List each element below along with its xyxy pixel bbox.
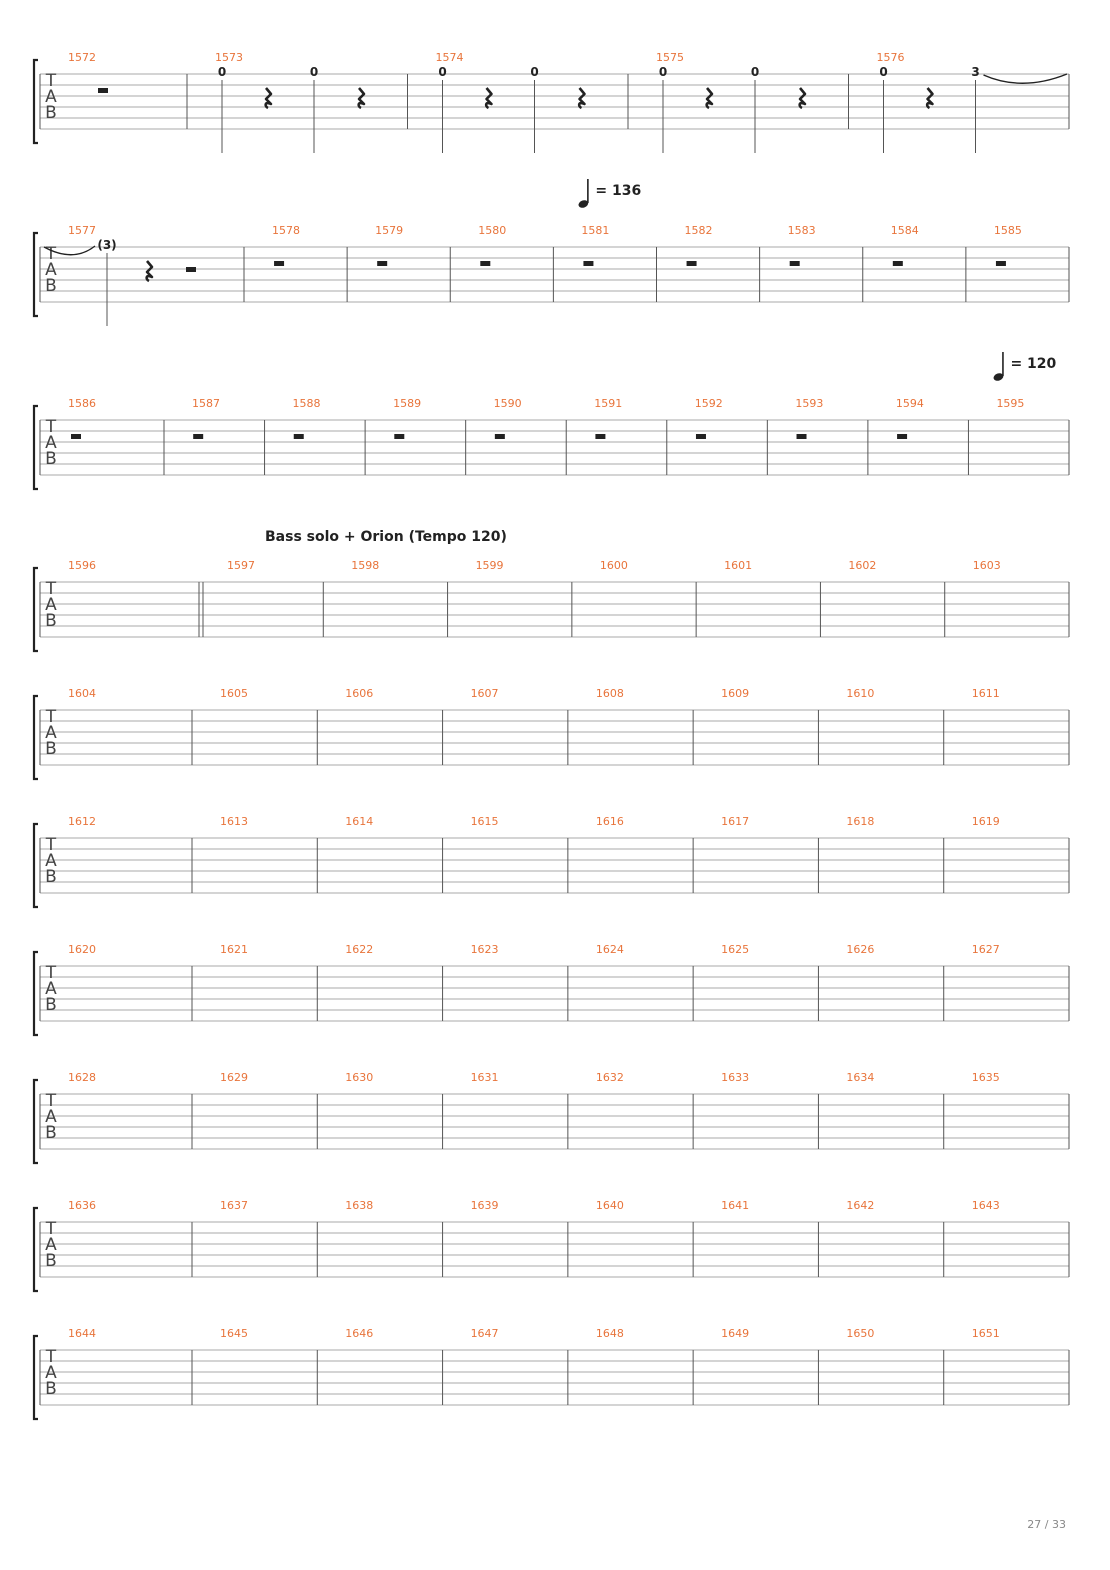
tab-clef-letter: T: [45, 1347, 57, 1367]
half-rest: [595, 434, 605, 439]
measure-number: 1576: [876, 51, 905, 64]
system-bracket: [34, 233, 38, 316]
measure-number: 1573: [215, 51, 243, 64]
tab-system: [34, 1199, 1069, 1291]
measure: [846, 1327, 943, 1405]
measure: [596, 1327, 693, 1405]
measure: [996, 397, 1024, 410]
measure: [220, 1071, 317, 1149]
measure: [220, 943, 317, 1021]
measure: [596, 687, 693, 765]
quarter-rest: [486, 88, 491, 108]
tab-note: [971, 65, 1067, 153]
tab-clef-letter: B: [45, 1123, 57, 1143]
measure-number: 1579: [375, 224, 404, 237]
measure: [972, 943, 1000, 956]
half-rest: [696, 434, 706, 439]
measure-number: 1587: [192, 397, 220, 410]
system-bracket: [34, 1080, 38, 1163]
half-rest: [897, 434, 907, 439]
measure: [68, 687, 192, 765]
measure: [68, 1327, 192, 1405]
half-rest: [394, 434, 404, 439]
measure: [846, 1199, 943, 1277]
measure-number: 1646: [345, 1327, 374, 1340]
measure-number: 1578: [272, 224, 300, 237]
measure: [721, 815, 818, 893]
tab-clef-letter: A: [45, 595, 57, 615]
measure: [972, 687, 1000, 700]
measure: [471, 815, 568, 893]
measure-number: 1639: [470, 1199, 499, 1212]
measure-number: 1608: [595, 687, 624, 700]
measure: [68, 51, 187, 129]
section-label: Bass solo + Orion (Tempo 120): [265, 529, 507, 545]
measure-number: 1625: [721, 943, 750, 956]
measure: [476, 559, 572, 637]
measure-number: 1650: [846, 1327, 875, 1340]
measure: [68, 1071, 192, 1149]
measure-number: 1577: [68, 224, 96, 237]
measure-number: 1610: [846, 687, 875, 700]
measure-number: 1594: [895, 397, 924, 410]
measure-number: 1637: [220, 1199, 248, 1212]
tab-system: [34, 51, 1069, 153]
measure: [795, 397, 868, 475]
measure: [494, 397, 567, 475]
system-bracket: [34, 568, 38, 651]
measure: [721, 943, 818, 1021]
measure: [600, 559, 696, 637]
system-bracket: [34, 1336, 38, 1419]
half-rest: [583, 261, 593, 266]
half-rest: [98, 88, 108, 93]
measure-number: 1641: [721, 1199, 750, 1212]
measure-number: 1627: [971, 943, 1000, 956]
tab-clef-letter: B: [45, 1379, 57, 1399]
fret-number: 3: [971, 65, 980, 79]
measure-number: 1593: [795, 397, 824, 410]
measure-number: 1604: [68, 687, 96, 700]
tab-clef-letter: B: [45, 867, 57, 887]
tab-clef-letter: A: [45, 260, 57, 280]
tab-note: [530, 65, 538, 153]
measure: [393, 397, 466, 475]
tab-clef-letter: A: [45, 87, 57, 107]
tab-note: [659, 65, 667, 153]
measure-number: 1603: [972, 559, 1001, 572]
measure: [891, 224, 966, 302]
measure-number: 1601: [724, 559, 753, 572]
tab-system: [34, 687, 1069, 779]
tab-clef-letter: A: [45, 723, 57, 743]
measure: [596, 943, 693, 1021]
tempo-mark: [993, 352, 1057, 382]
fret-number: 0: [750, 65, 760, 79]
half-rest: [193, 434, 203, 439]
measure: [220, 1199, 317, 1277]
measure: [848, 559, 944, 637]
measure-number: 1628: [68, 1071, 96, 1084]
fret-number: 0: [309, 65, 319, 79]
measure-number: 1651: [971, 1327, 1000, 1340]
measure-number: 1597: [227, 559, 255, 572]
measure-number: 1617: [721, 815, 750, 828]
measure: [345, 815, 442, 893]
half-rest: [377, 261, 387, 266]
measure: [695, 397, 768, 475]
measure-number: 1649: [721, 1327, 750, 1340]
tab-clef-letter: B: [45, 739, 57, 759]
measure-number: 1612: [68, 815, 96, 828]
measure-number: 1615: [470, 815, 499, 828]
fret-number: (3): [97, 238, 117, 252]
quarter-rest: [579, 88, 584, 108]
quarter-rest: [266, 88, 271, 108]
measure-number: 1622: [345, 943, 374, 956]
measure: [68, 559, 203, 637]
measure: [220, 1327, 317, 1405]
measure-number: 1611: [971, 687, 1000, 700]
measure-number: 1634: [846, 1071, 875, 1084]
measure: [68, 815, 192, 893]
half-rest: [893, 261, 903, 266]
measure: [44, 224, 244, 326]
measure-number: 1602: [848, 559, 877, 572]
system-bracket: [34, 406, 38, 489]
system-bracket: [34, 824, 38, 907]
measure-number: 1644: [68, 1327, 96, 1340]
page-number: 27 / 33: [1027, 1518, 1066, 1531]
measure-number: 1585: [993, 224, 1022, 237]
measure: [972, 1199, 1000, 1212]
tempo-mark: [577, 179, 641, 209]
measure: [724, 559, 820, 637]
measure-number: 1635: [971, 1071, 1000, 1084]
measure: [721, 1327, 818, 1405]
tab-clef-letter: T: [45, 71, 57, 91]
measure: [293, 397, 366, 475]
tab-clef-letter: B: [45, 611, 57, 631]
fret-number: 0: [530, 65, 539, 79]
tab-system: [34, 559, 1069, 651]
half-rest: [294, 434, 304, 439]
tab-clef-letter: T: [45, 707, 57, 727]
tab-system: [34, 815, 1069, 907]
measure: [345, 1199, 442, 1277]
tab-note: [218, 65, 226, 153]
tab-clef-letter: B: [45, 995, 57, 1015]
measure-number: 1626: [846, 943, 875, 956]
tempo-label: = 120: [1010, 356, 1057, 372]
half-rest: [495, 434, 505, 439]
measure: [581, 224, 656, 302]
measure: [436, 51, 629, 153]
measure: [345, 1327, 442, 1405]
tab-clef-letter: T: [45, 417, 57, 437]
measure-number: 1642: [846, 1199, 875, 1212]
measure-number: 1605: [220, 687, 248, 700]
measure-number: 1647: [470, 1327, 499, 1340]
tab-clef-letter: T: [45, 963, 57, 983]
measure: [68, 1199, 192, 1277]
measure-number: 1633: [721, 1071, 750, 1084]
measure-number: 1586: [68, 397, 96, 410]
measure: [220, 687, 317, 765]
quarter-rest: [800, 88, 805, 108]
measure-number: 1648: [595, 1327, 624, 1340]
tab-system: [34, 397, 1069, 489]
system-bracket: [34, 1208, 38, 1291]
measure-number: 1599: [475, 559, 504, 572]
measure: [721, 1071, 818, 1149]
measure: [594, 397, 667, 475]
measure-number: 1600: [599, 559, 628, 572]
measure-number: 1614: [345, 815, 374, 828]
measure-number: 1581: [581, 224, 610, 237]
measure: [596, 1199, 693, 1277]
tab-clef-letter: A: [45, 851, 57, 871]
tab-note: [438, 65, 446, 153]
tab-clef-letter: T: [45, 244, 57, 264]
fret-number: 0: [217, 65, 227, 79]
measure-number: 1607: [470, 687, 499, 700]
measure-number: 1630: [345, 1071, 374, 1084]
measure-number: 1595: [996, 397, 1025, 410]
measure-number: 1645: [220, 1327, 248, 1340]
measure-number: 1598: [351, 559, 380, 572]
system-bracket: [34, 952, 38, 1035]
measure-number: 1640: [595, 1199, 624, 1212]
measure-number: 1590: [493, 397, 522, 410]
measure-number: 1583: [787, 224, 816, 237]
tab-clef-letter: T: [45, 835, 57, 855]
measure: [972, 815, 1000, 828]
measure-number: 1623: [470, 943, 499, 956]
quarter-rest: [359, 88, 364, 108]
measure-number: 1619: [971, 815, 1000, 828]
measure: [471, 943, 568, 1021]
measure-number: 1616: [595, 815, 624, 828]
measure-number: 1592: [694, 397, 723, 410]
half-rest: [71, 434, 81, 439]
measure: [788, 224, 863, 302]
measure: [227, 559, 323, 637]
half-rest: [790, 261, 800, 266]
fret-number: 0: [658, 65, 668, 79]
measure: [68, 943, 192, 1021]
tab-system: [34, 1327, 1069, 1419]
measure: [896, 397, 969, 475]
measure-number: 1572: [68, 51, 96, 64]
half-rest: [996, 261, 1006, 266]
measure-number: 1613: [220, 815, 248, 828]
tab-note: [310, 65, 318, 153]
system-bracket: [34, 696, 38, 779]
measure: [68, 397, 164, 475]
tab-clef-letter: B: [45, 276, 57, 296]
measure-number: 1575: [656, 51, 684, 64]
system-bracket: [34, 60, 38, 143]
tab-clef-letter: T: [45, 1091, 57, 1111]
measure-number: 1574: [435, 51, 464, 64]
measure: [220, 815, 317, 893]
tab-system: [34, 1071, 1069, 1163]
tab-clef-letter: A: [45, 433, 57, 453]
half-rest: [186, 267, 196, 272]
measure: [215, 51, 408, 153]
measure-number: 1638: [345, 1199, 374, 1212]
tab-system: [34, 943, 1069, 1035]
measure-number: 1620: [68, 943, 96, 956]
measure: [345, 1071, 442, 1149]
measure-number: 1591: [594, 397, 623, 410]
measure-number: 1582: [684, 224, 713, 237]
measure: [471, 1199, 568, 1277]
measure: [846, 943, 943, 1021]
half-rest: [797, 434, 807, 439]
measure-number: 1584: [890, 224, 919, 237]
tab-clef-letter: A: [45, 1363, 57, 1383]
measure: [721, 687, 818, 765]
tempo-label: = 136: [595, 183, 642, 199]
tab-note: [879, 65, 887, 153]
measure: [972, 1327, 1000, 1340]
measure-number: 1636: [68, 1199, 96, 1212]
measure: [877, 51, 1068, 153]
measure-number: 1606: [345, 687, 374, 700]
tab-note: [751, 65, 759, 153]
measure: [846, 815, 943, 893]
tab-clef-letter: B: [45, 1251, 57, 1271]
measure: [478, 224, 553, 302]
measure: [656, 51, 849, 153]
measure-number: 1609: [721, 687, 750, 700]
tab-clef-letter: T: [45, 1219, 57, 1239]
measure-number: 1589: [393, 397, 422, 410]
measure-number: 1643: [971, 1199, 1000, 1212]
tab-clef-letter: T: [45, 579, 57, 599]
measure-number: 1621: [220, 943, 248, 956]
measure: [345, 943, 442, 1021]
measure: [721, 1199, 818, 1277]
tab-clef-letter: A: [45, 1107, 57, 1127]
measure: [994, 224, 1022, 266]
measure: [471, 687, 568, 765]
half-rest: [687, 261, 697, 266]
tab-system: [34, 224, 1069, 326]
measure-number: 1632: [595, 1071, 624, 1084]
measure: [471, 1071, 568, 1149]
fret-number: 0: [879, 65, 888, 79]
tab-clef-letter: B: [45, 103, 57, 123]
measure-number: 1629: [220, 1071, 248, 1084]
quarter-rest: [707, 88, 712, 108]
measure-number: 1618: [846, 815, 875, 828]
quarter-rest: [927, 88, 932, 108]
measure: [972, 1071, 1000, 1084]
measure: [685, 224, 760, 302]
measure-number: 1631: [470, 1071, 499, 1084]
measure-number: 1596: [68, 559, 96, 572]
measure-number: 1580: [478, 224, 507, 237]
measure: [846, 687, 943, 765]
tab-clef-letter: A: [45, 1235, 57, 1255]
measure: [351, 559, 447, 637]
measure: [471, 1327, 568, 1405]
tab-clef-letter: A: [45, 979, 57, 999]
measure: [192, 397, 265, 475]
measure: [596, 1071, 693, 1149]
measure: [973, 559, 1001, 572]
half-rest: [480, 261, 490, 266]
measure: [375, 224, 450, 302]
measure-number: 1624: [595, 943, 624, 956]
tie-arc: [984, 74, 1068, 83]
measure: [596, 815, 693, 893]
quarter-rest: [147, 261, 152, 281]
fret-number: 0: [438, 65, 447, 79]
measure: [345, 687, 442, 765]
half-rest: [274, 261, 284, 266]
tab-clef-letter: B: [45, 449, 57, 469]
measure-number: 1588: [292, 397, 321, 410]
measure: [272, 224, 347, 302]
measure: [846, 1071, 943, 1149]
